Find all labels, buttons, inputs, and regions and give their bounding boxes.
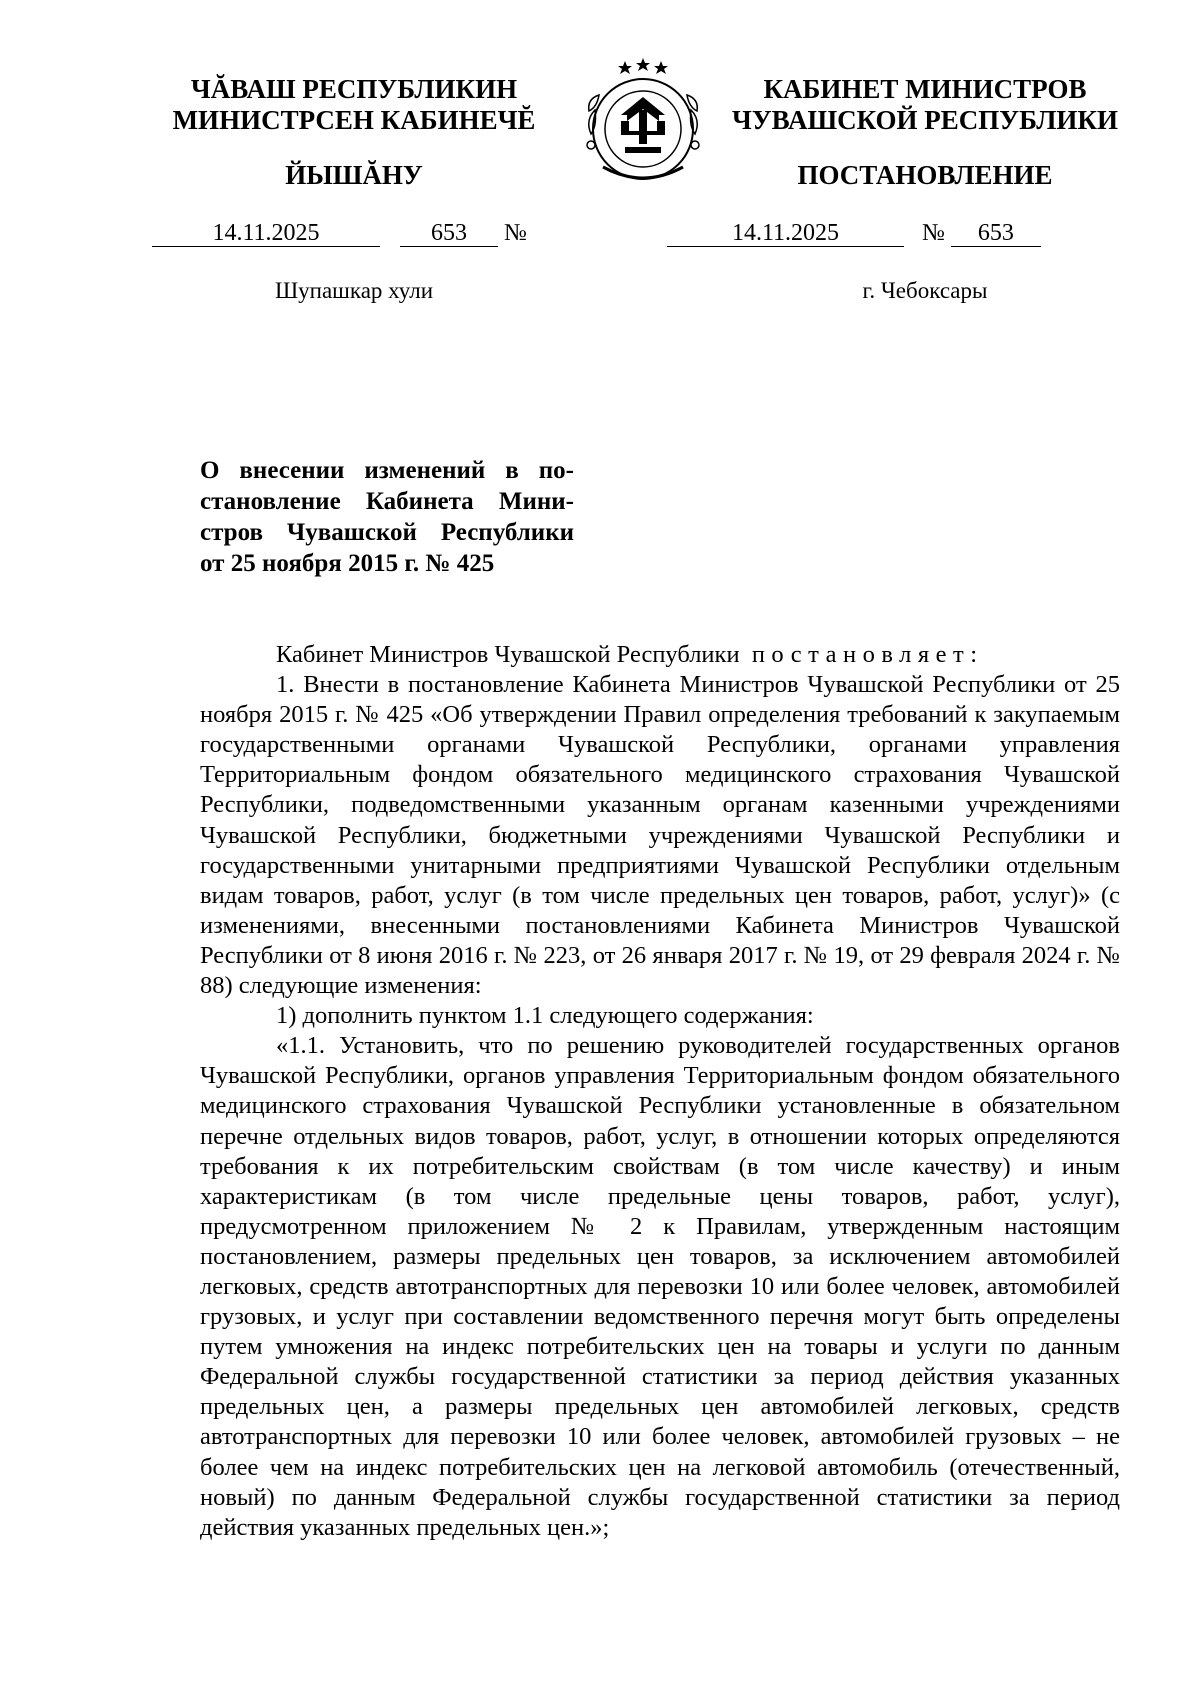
body-paragraph-1: 1. Внести в постановление Кабинета Министров Чувашской Республики от 25 ноября 2015 г. № 425 «Об утверждении Правил определения требований к закупаемым государственными органами Чувашской Республики, органами управления Территориальным фондом обязательного медицинского страхования Чувашской Республики, подведомственными указанным органам казенными учреждениями Чувашской Республики, бюджетными учреждениями Чувашской Республики и государственными унитарными предприятиями Чувашской Республики отдельным видам товаров, работ, услуг (в том числе предельных цен товаров, работ, услуг)» (с изменениями, внесенными постановлениями Кабинета Министров Чувашской Республики от 8 июня 2016 г. № 223, от 26 января 2017 г. № 19, от 29 февраля 2024 г. № 88) следующие изменения: bbox=[200, 671, 1120, 1000]
number-value-chuvash: 653 bbox=[400, 220, 498, 247]
header-chuvash-title bbox=[150, 74, 558, 136]
body-paragraph-3: «1.1. Установить, что по решению руководителей государственных органов Чувашской Республики, органов управления Территориальным фондом обязательного медицинского страхования Чувашской Республики установленные в обязательном перечне отдельных видов товаров, работ, услуг, в отношении которых определяются требования к их потребительским свойствам (в том числе качеству) и иным характеристикам (в том числе предельные цены товаров, работ, услуг), предусмотренном приложением № 2 к Правилам, утвержденным настоящим постановлением, размеры предельных цен товаров, за исключением автомобилей легковых, средств автотранспортных для перевозки 10 или более человек, автомобилей грузовых, и услуг при составлении ведомственного перечня могут быть определены путем умножения на индекс потребительских цен на товары и услуги по данным Федеральной службы государственной статистики за период действия указанных предельных цен, а размеры предельных цен автомобилей легковых, средств автотранспортных для перевозки 10 или более человек, автомобилей грузовых – не более чем на индекс потребительских цен на легковой автомобиль (отечественный, новый) по данным Федеральной службы государственной статистики за период действия указанных предельных цен.»; bbox=[200, 1032, 1120, 1541]
date-number-line-chuvash bbox=[152, 220, 527, 250]
header-chuvash-line1: ЧĂВАШ РЕСПУБЛИКИН bbox=[190, 74, 518, 104]
document-subject bbox=[200, 455, 574, 579]
date-value-chuvash: 14.11.2025 bbox=[152, 220, 380, 247]
document-body bbox=[200, 640, 1120, 1543]
number-sign-chuvash: № bbox=[504, 220, 527, 246]
subject-line: стров Чувашской Республики bbox=[200, 519, 574, 546]
city-russian: г. Чебоксары bbox=[862, 278, 988, 303]
intro-prefix: Кабинет Министров Чувашской Республики bbox=[276, 641, 740, 668]
number-value-russian: 653 bbox=[951, 220, 1041, 247]
date-number-line-russian bbox=[667, 220, 1041, 250]
doctype-chuvash: ЙЫШĂНУ bbox=[285, 160, 423, 190]
doctype-russian: ПОСТАНОВЛЕНИЕ bbox=[797, 160, 1053, 190]
date-value-russian: 14.11.2025 bbox=[667, 220, 904, 247]
body-paragraph-2: 1) дополнить пунктом 1.1 следующего содержания: bbox=[276, 1002, 814, 1030]
intro-verb: постановляет: bbox=[751, 641, 984, 668]
header-russian-title bbox=[720, 74, 1130, 136]
subject-line: от 25 ноября 2015 г. № 425 bbox=[200, 550, 495, 577]
header-russian-line1: КАБИНЕТ МИНИСТРОВ bbox=[763, 74, 1087, 104]
subject-line: О внесении изменений в по- bbox=[200, 457, 574, 484]
header-russian-line2: ЧУВАШСКОЙ РЕСПУБЛИКИ bbox=[732, 105, 1118, 135]
number-sign-russian: № bbox=[922, 220, 945, 246]
intro-paragraph bbox=[200, 640, 1120, 670]
coat-of-arms-icon bbox=[573, 55, 713, 185]
header-chuvash-line2: МИНИСТРСЕН КАБИНЕЧĔ bbox=[172, 105, 536, 135]
subject-line: становление Кабинета Мини- bbox=[200, 488, 574, 515]
city-chuvash: Шупашкар хули bbox=[274, 278, 434, 303]
